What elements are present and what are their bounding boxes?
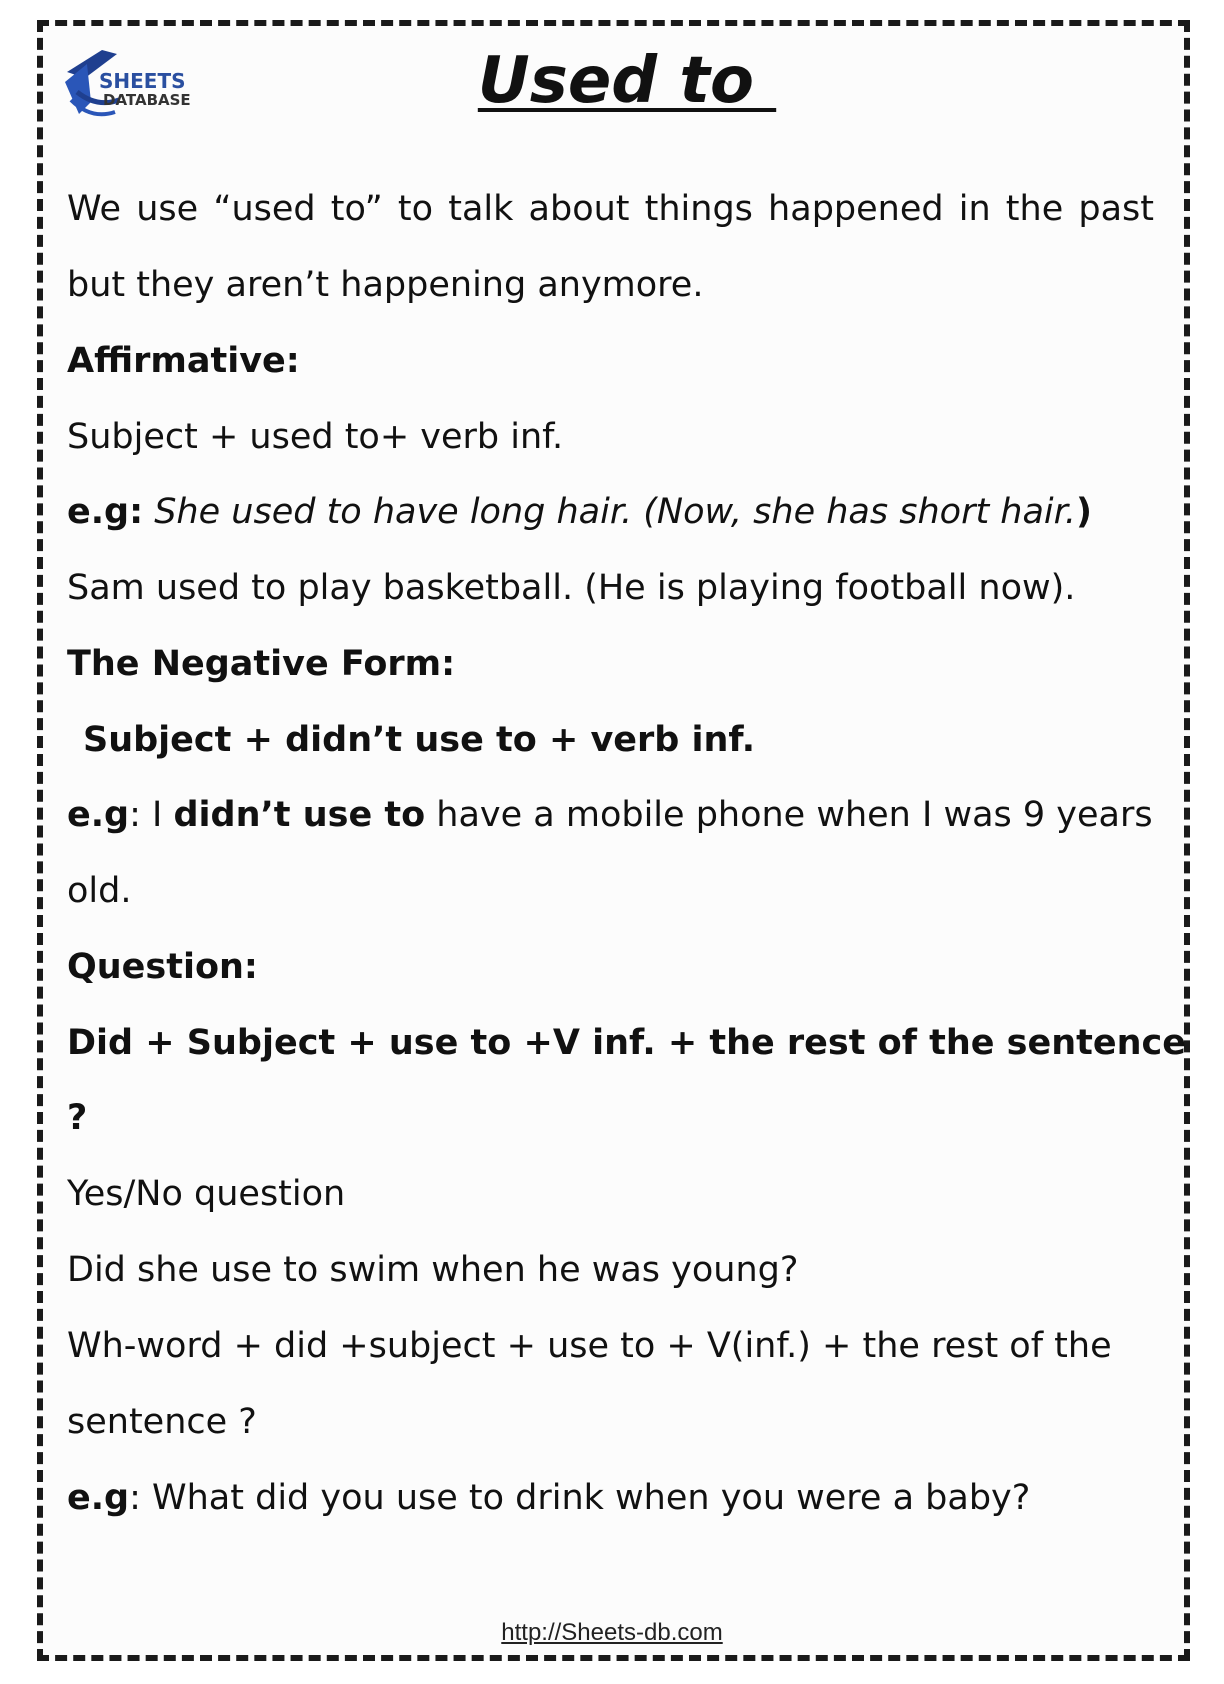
example-label: e.g — [67, 1478, 130, 1518]
example-rest: have a mobile phone when I was 9 years — [425, 795, 1153, 835]
affirmative-example — [67, 490, 1154, 534]
question-example — [67, 1476, 1154, 1520]
footer-link[interactable]: http://Sheets-db.com — [501, 1619, 723, 1646]
question-formula-line-2: ? — [67, 1098, 88, 1138]
example-rest: : What did you use to drink when you were a baby? — [129, 1478, 1031, 1518]
wh-formula-line-1: Wh-word + did +subject + use to + V(inf.) + the rest of the — [67, 1326, 1112, 1366]
example-colon: : I — [129, 795, 174, 835]
yesno-example: Did she use to swim when he was young? — [67, 1250, 799, 1290]
question-heading: Question: — [67, 947, 258, 987]
logo-line2: DATABASE — [103, 91, 191, 109]
example-paren: ) — [1075, 492, 1092, 532]
yesno-label: Yes/No question — [67, 1174, 346, 1214]
intro-line-2: but they aren’t happening anymore. — [67, 265, 704, 305]
intro-line-1: We use “used to” to talk about things happened in the past — [67, 189, 1154, 229]
question-formula-line-1: Did + Subject + use to +V inf. + the rest of the sentence — [67, 1023, 1187, 1063]
negative-example — [67, 793, 1154, 837]
affirmative-formula: Subject + used to+ verb inf. — [67, 417, 564, 457]
affirmative-heading: Affirmative: — [67, 341, 300, 381]
negative-formula: Subject + didn’t use to + verb inf. — [83, 720, 756, 760]
example-label: e.g — [67, 795, 130, 835]
example-text: She used to have long hair. (Now, she has short hair. — [143, 492, 1076, 532]
example-bold: didn’t use to — [173, 795, 426, 835]
example-label: e.g: — [67, 492, 144, 532]
logo-line1: SHEETS — [99, 69, 186, 93]
negative-example-cont: old. — [67, 871, 132, 911]
wh-formula-line-2: sentence ? — [67, 1402, 257, 1442]
negative-heading: The Negative Form: — [67, 644, 456, 684]
affirmative-example-2: Sam used to play basketball. (He is playing football now). — [67, 568, 1076, 608]
page-title: Used to — [477, 44, 777, 118]
